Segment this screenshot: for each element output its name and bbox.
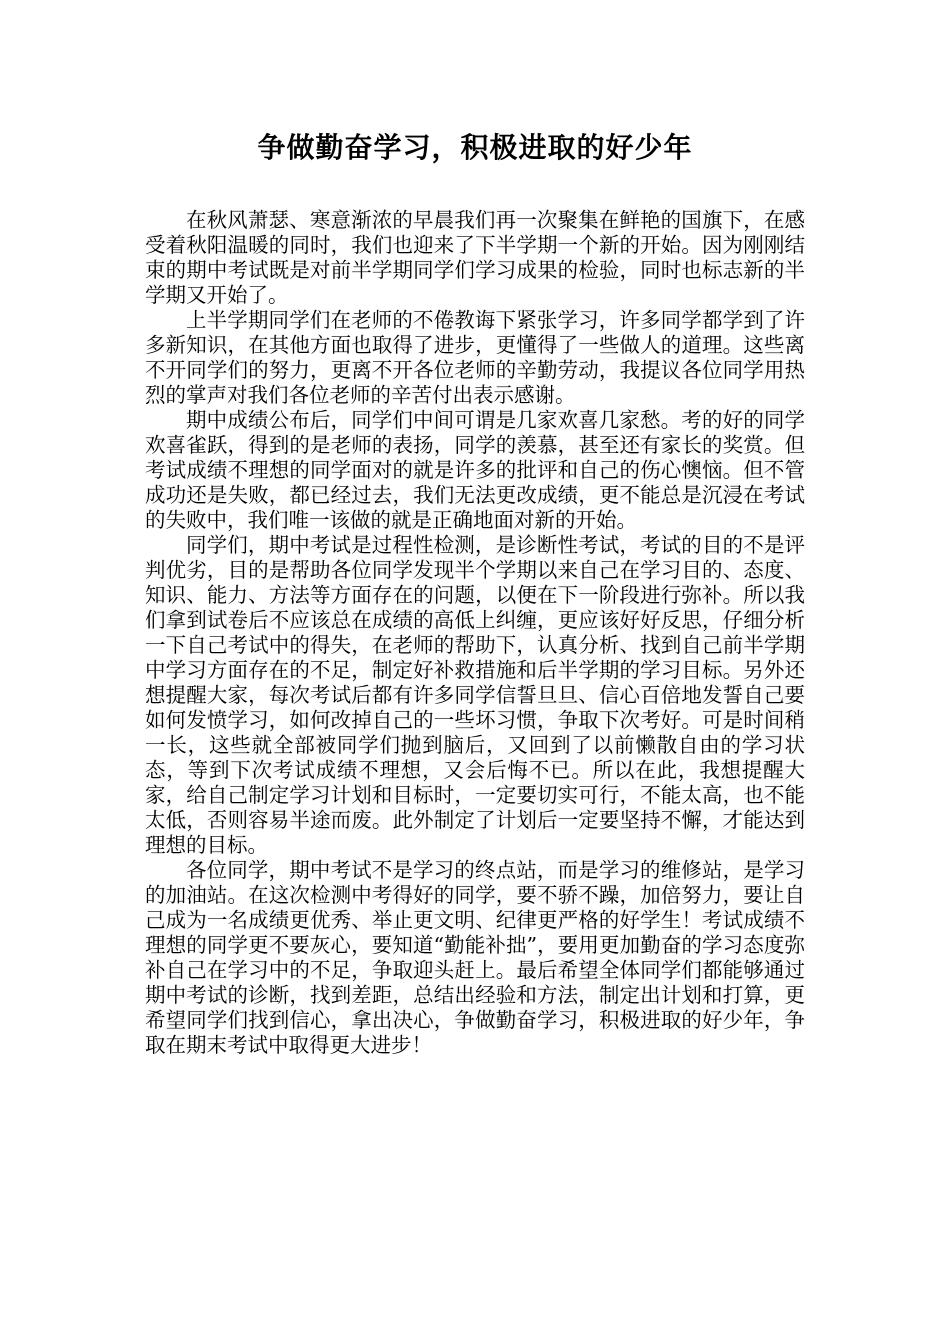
paragraph: 上半学期同学们在老师的不倦教诲下紧张学习，许多同学都学到了许多新知识，在其他方面也取得了进步，更懂得了一些做人的道理。这些离不开同学们的努力，更离不开各位老师的辛勤劳动，我提议各位同学用热烈的掌声对我们各位老师的辛苦付出表示感谢。 (145, 308, 805, 407)
document-title: 争做勤奋学习，积极进取的好少年 (257, 131, 693, 164)
document-body (145, 208, 805, 1058)
paragraph: 同学们，期中考试是过程性检测，是诊断性考试，考试的目的不是评判优劣，目的是帮助各位同学发现半个学期以来自己在学习目的、态度、知识、能力、方法等方面存在的问题，以便在下一阶段进行弥补。所以我们拿到试卷后不应该总在成绩的高低上纠缠，更应该好好反思，仔细分析一下自己考试中的得失，在老师的帮助下，认真分析、找到自己前半学期中学习方面存在的不足，制定好补救措施和后半学期的学习目标。另外还想提醒大家，每次考试后都有许多同学信誓旦旦、信心百倍地发誓自己要如何发愤学习，如何改掉自己的一些坏习惯，争取下次考好。可是时间稍一长，这些就全部被同学们抛到脑后，又回到了以前懒散自由的学习状态，等到下次考试成绩不理想，又会后悔不已。所以在此，我想提醒大家，给自己制定学习计划和目标时，一定要切实可行，不能太高，也不能太低，否则容易半途而废。此外制定了计划后一定要坚持不懈，才能达到理想的目标。 (145, 533, 805, 857)
paragraph: 期中成绩公布后，同学们中间可谓是几家欢喜几家愁。考的好的同学欢喜雀跃，得到的是老师的表扬，同学的羡慕，甚至还有家长的奖赏。但考试成绩不理想的同学面对的就是许多的批评和自己的伤心懊恼。但不管成功还是失败，都已经过去，我们无法更改成绩，更不能总是沉浸在考试的失败中，我们唯一该做的就是正确地面对新的开始。 (145, 408, 805, 532)
paragraph: 在秋风萧瑟、寒意渐浓的早晨我们再一次聚集在鲜艳的国旗下，在感受着秋阳温暖的同时，我们也迎来了下半学期一个新的开始。因为刚刚结束的期中考试既是对前半学期同学们学习成果的检验，同时也标志新的半学期又开始了。 (145, 208, 805, 307)
paragraph: 各位同学，期中考试不是学习的终点站，而是学习的维修站，是学习的加油站。在这次检测中考得好的同学，要不骄不躁，加倍努力，要让自己成为一名成绩更优秀、举止更文明、纪律更严格的好学生！考试成绩不理想的同学更不要灰心，要知道“勤能补拙”，要用更加勤奋的学习态度弥补自己在学习中的不足，争取迎头赶上。最后希望全体同学们都能够通过期中考试的诊断，找到差距，总结出经验和方法，制定出计划和打算，更希望同学们找到信心，拿出决心，争做勤奋学习，积极进取的好少年，争取在期末考试中取得更大进步！ (145, 858, 805, 1057)
